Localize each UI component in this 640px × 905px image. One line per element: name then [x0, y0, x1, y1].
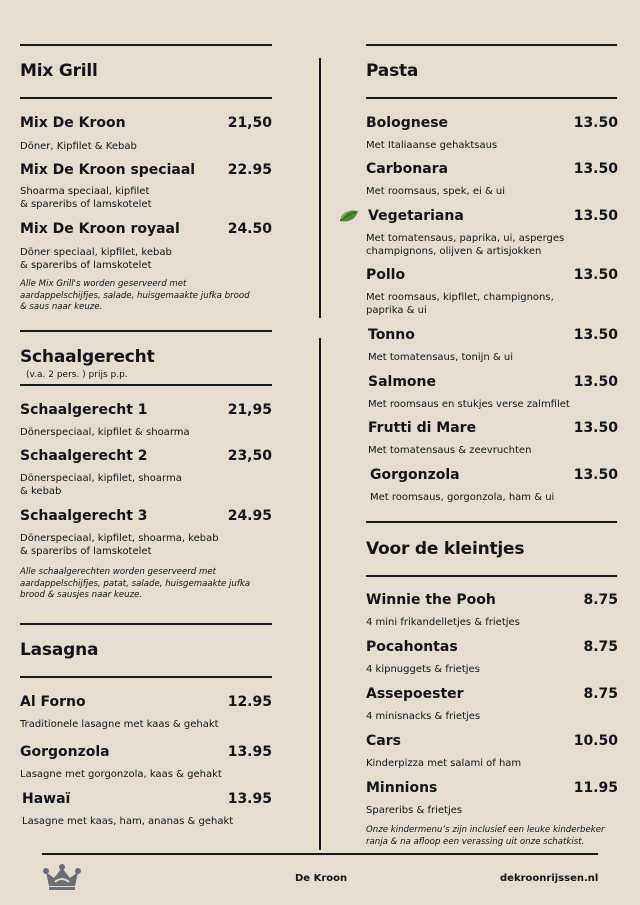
item-description: Döner, Kipfilet & Kebab: [20, 141, 137, 152]
item-description: Met tomatensaus, paprika, ui, asperges: [366, 233, 565, 244]
item-name: Assepoester: [366, 686, 464, 702]
item-price: 23,50: [227, 448, 272, 464]
divider: [366, 44, 617, 46]
item-price: 24.50: [227, 221, 272, 237]
item-name: Salmone: [368, 374, 436, 390]
item-name: Mix De Kroon royaal: [20, 221, 180, 237]
note-line: Alle Mix Grill's worden geserveerd met: [20, 279, 187, 289]
item-price: 13.50: [573, 327, 618, 343]
section-title-kids: Voor de kleintjes: [366, 539, 525, 559]
item-name: Gorgonzola: [370, 467, 460, 483]
note-line: aardappelschijfjes, patat, salade, huisgemaakte jufka: [20, 578, 251, 589]
divider: [20, 330, 272, 332]
item-price: 13.95: [227, 744, 272, 760]
divider: [20, 623, 272, 625]
item-description: & kebab: [20, 486, 62, 497]
item-price: 13.50: [573, 420, 618, 436]
note-line: aardappelschijfjes, salade, huisgemaakte jufka brood: [20, 290, 250, 301]
item-name: Mix De Kroon: [20, 115, 126, 131]
section-title-schaalgerecht: Schaalgerecht: [20, 347, 155, 367]
note-line: brood & sausjes naar keuze.: [20, 590, 143, 600]
column-separator: [319, 338, 321, 850]
item-name: Minnions: [366, 780, 438, 796]
note-line: & saus naar keuze.: [20, 302, 103, 312]
item-name: Gorgonzola: [20, 744, 110, 760]
section-note: [20, 567, 250, 602]
item-description: Met roomsaus, gorgonzola, ham & ui: [370, 492, 555, 503]
item-description: Met tomatensaus, tonijn & ui: [368, 352, 513, 363]
item-price: 13.50: [573, 374, 618, 390]
item-description: Met Italiaanse gehaktsaus: [366, 140, 498, 151]
item-description: 4 kipnuggets & frietjes: [366, 664, 480, 675]
item-name: Hawaï: [22, 791, 71, 807]
item-name: Winnie the Pooh: [366, 592, 496, 608]
item-price: 21,95: [227, 402, 272, 418]
item-description: Met roomsaus, kipfilet, champignons,: [366, 292, 554, 303]
item-description: Met roomsaus, spek, ei & ui: [366, 186, 506, 197]
divider: [366, 97, 617, 99]
section-title-pasta: Pasta: [366, 61, 419, 81]
item-description: Met roomsaus en stukjes verse zalmfilet: [368, 399, 570, 410]
item-name: Bolognese: [366, 115, 449, 131]
item-description: Lasagne met gorgonzola, kaas & gehakt: [20, 769, 222, 780]
section-title-lasagna: Lasagna: [20, 640, 99, 660]
item-description: 4 minisnacks & frietjes: [366, 711, 481, 722]
footer-brand: De Kroon: [295, 873, 348, 884]
divider: [366, 521, 617, 523]
item-description: Dönerspeciaal, kipfilet, shoarma: [20, 473, 182, 484]
item-price: 22.95: [227, 162, 272, 178]
item-description: & spareribs of lamskotelet: [20, 199, 152, 210]
item-description: Döner speciaal, kipfilet, kebab: [20, 247, 172, 258]
footer-divider: [42, 853, 598, 855]
item-description: Spareribs & frietjes: [366, 805, 463, 816]
item-name: Frutti di Mare: [368, 420, 477, 436]
item-price: 24.95: [227, 508, 272, 524]
item-price: 21,50: [227, 115, 272, 131]
item-price: 8.75: [583, 639, 618, 655]
item-price: 10.50: [573, 733, 618, 749]
item-name: Cars: [366, 733, 401, 749]
item-name: Vegetariana: [368, 208, 464, 224]
item-description: & spareribs of lamskotelet: [20, 546, 152, 557]
divider: [366, 575, 617, 577]
item-price: 12.95: [227, 694, 272, 710]
note-line: Onze kindermenu’s zijn inclusief een leuke kinderbeker: [366, 825, 605, 835]
item-price: 13.50: [573, 115, 618, 131]
section-note: [366, 825, 605, 848]
item-price: 13.50: [573, 267, 618, 283]
item-name: Schaalgerecht 1: [20, 402, 148, 418]
crown-icon: [42, 864, 82, 892]
divider: [20, 97, 272, 99]
item-description: Kinderpizza met salami of ham: [366, 758, 522, 769]
item-description: & spareribs of lamskotelet: [20, 260, 152, 271]
item-price: 13.95: [227, 791, 272, 807]
leaf-icon: [338, 208, 360, 224]
item-name: Mix De Kroon speciaal: [20, 162, 196, 178]
item-description: paprika & ui: [366, 305, 427, 316]
item-name: Schaalgerecht 2: [20, 448, 148, 464]
item-description: Dönerspeciaal, kipfilet & shoarma: [20, 427, 190, 438]
item-description: 4 mini frikandelletjes & frietjes: [366, 617, 520, 628]
column-separator: [319, 58, 321, 318]
item-price: 8.75: [583, 592, 618, 608]
divider: [20, 676, 272, 678]
item-name: Carbonara: [366, 161, 449, 177]
note-line: Alle schaalgerechten worden geserveerd met: [20, 567, 216, 577]
footer-website[interactable]: dekroonrijssen.nl: [500, 873, 599, 884]
item-name: Tonno: [368, 327, 415, 343]
section-title-mix-grill: Mix Grill: [20, 61, 98, 81]
item-description: Traditionele lasagne met kaas & gehakt: [20, 719, 219, 730]
item-description: Met tomatensaus & zeevruchten: [368, 445, 532, 456]
section-subtitle: (v.a. 2 pers. ) prijs p.p.: [26, 370, 128, 380]
item-name: Pollo: [366, 267, 406, 283]
item-name: Al Forno: [20, 694, 86, 710]
section-note: [20, 279, 250, 314]
divider: [20, 384, 272, 386]
item-price: 13.50: [573, 467, 618, 483]
item-description: champignons, olijven & artisjokken: [366, 246, 542, 257]
item-description: Dönerspeciaal, kipfilet, shoarma, kebab: [20, 533, 219, 544]
item-name: Pocahontas: [366, 639, 458, 655]
divider: [20, 44, 272, 46]
item-description: Shoarma speciaal, kipfilet: [20, 186, 150, 197]
item-description: Lasagne met kaas, ham, ananas & gehakt: [22, 816, 234, 827]
note-line: ranja & na afloop een verassing uit onze schatkist.: [366, 836, 585, 847]
item-price: 13.50: [573, 161, 618, 177]
item-price: 13.50: [573, 208, 618, 224]
item-name: Schaalgerecht 3: [20, 508, 148, 524]
item-price: 11.95: [573, 780, 618, 796]
item-price: 8.75: [583, 686, 618, 702]
